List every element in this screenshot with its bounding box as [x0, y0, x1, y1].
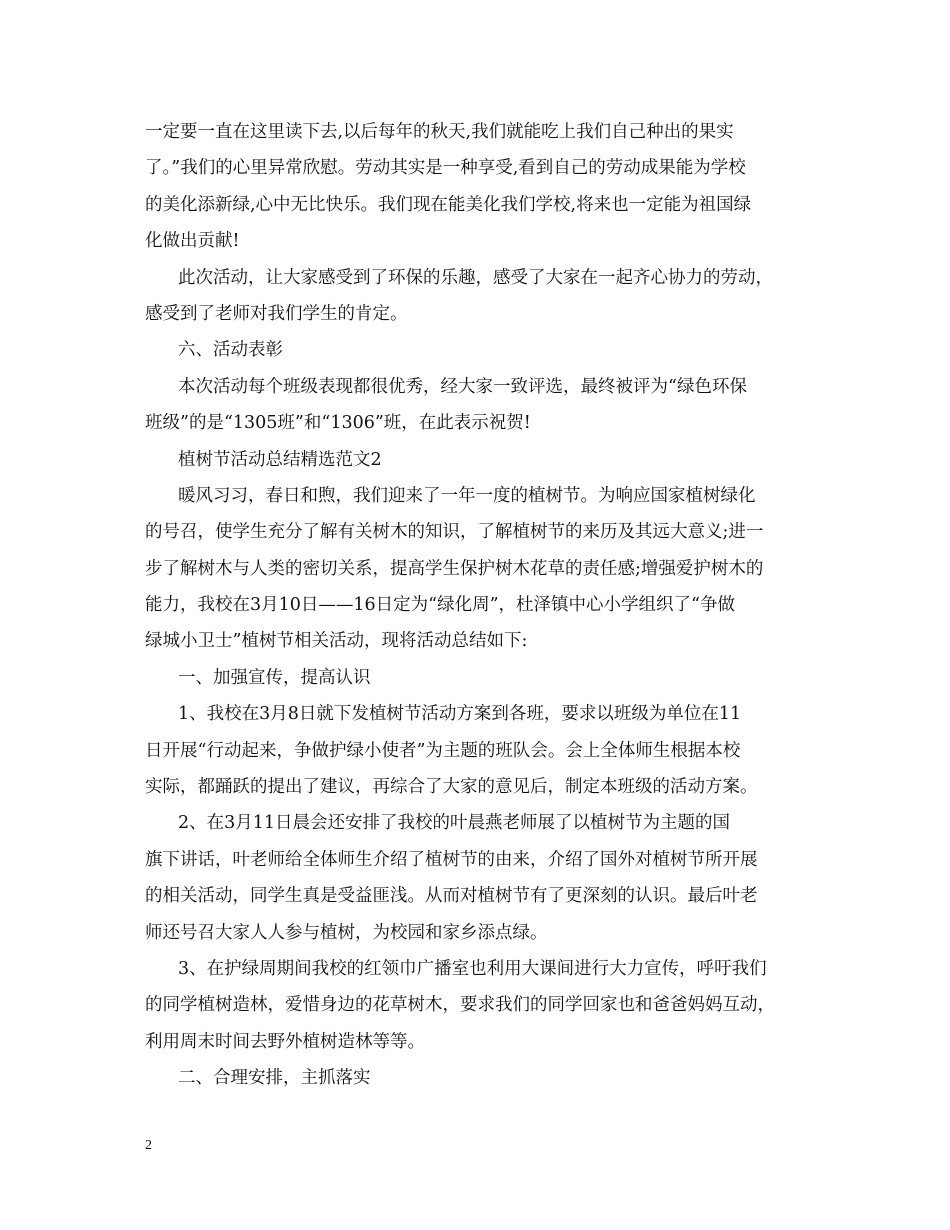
text-line: 的美化添新绿,心中无比快乐。我们现在能美化我们学校,将来也一定能为祖国绿 — [145, 194, 752, 215]
text-line: 绿城小卫士”植树节相关活动，现将活动总结如下: — [145, 631, 528, 652]
text-line: 班级”的是“1305班”和“1306”班，在此表示祝贺! — [145, 413, 531, 434]
text-line: 步了解树木与人类的密切关系，提高学生保护树木花草的责任感;增强爱护树木的 — [145, 558, 764, 579]
text-line: 3、在护绿周期间我校的红领巾广播室也利用大课间进行大力宣传，呼吁我们 — [178, 958, 767, 979]
text-line: 日开展“行动起来，争做护绿小使者”为主题的班队会。会上全体师生根据本校 — [145, 740, 741, 761]
text-line: 能力，我校在3月10日——16日定为“绿化周”，杜泽镇中心小学组织了“争做 — [145, 595, 736, 616]
text-line: 暖风习习，春日和煦，我们迎来了一年一度的植树节。为响应国家植树绿化 — [178, 485, 756, 506]
text-line: 2、在3月11日晨会还安排了我校的叶晨燕老师展了以植树节为主题的国 — [178, 813, 731, 834]
text-line: 1、我校在3月8日就下发植树节活动方案到各班，要求以班级为单位在11 — [178, 704, 742, 725]
text-line: 的相关活动，同学生真是受益匪浅。从而对植树节有了更深刻的认识。最后叶老 — [145, 886, 758, 907]
text-line: 六、活动表彰 — [178, 340, 283, 361]
text-line: 一定要一直在这里读下去,以后每年的秋天,我们就能吃上我们自己种出的果实 — [145, 122, 734, 142]
text-line: 此次活动，让大家感受到了环保的乐趣，感受了大家在一起齐心协力的劳动， — [178, 267, 773, 288]
document-body — [145, 114, 810, 1097]
text-line: 一、加强宣传，提高认识 — [178, 667, 371, 688]
text-line: 感受到了老师对我们学生的肯定。 — [145, 303, 408, 324]
text-line: 的号召，使学生充分了解有关树木的知识，了解植树节的来历及其远大意义;进一 — [145, 522, 764, 543]
text-line: 的同学植树造林，爱惜身边的花草树木，要求我们的同学回家也和爸爸妈妈互动， — [145, 995, 775, 1016]
text-line: 本次活动每个班级表现都很优秀，经大家一致评选，最终被评为“绿色环保 — [178, 376, 747, 397]
text-line: 旗下讲话，叶老师给全体师生介绍了植树节的由来，介绍了国外对植树节所开展 — [145, 849, 758, 870]
text-line: 师还号召大家人人参与植树，为校园和家乡添点绿。 — [145, 922, 548, 943]
page-number: 2 — [145, 1138, 152, 1153]
text-line: 二、合理安排，主抓落实 — [178, 1068, 371, 1089]
text-line: 化做出贡献! — [145, 231, 240, 252]
text-line: 利用周末时间去野外植树造林等等。 — [145, 1031, 425, 1052]
text-line: 了。”我们的心里异常欣慰。劳动其实是一种享受,看到自己的劳动成果能为学校 — [145, 158, 746, 179]
text-line: 实际，都踊跃的提出了建议，再综合了大家的意见后，制定本班级的活动方案。 — [145, 777, 758, 798]
text-line: 植树节活动总结精选范文2 — [178, 449, 382, 470]
